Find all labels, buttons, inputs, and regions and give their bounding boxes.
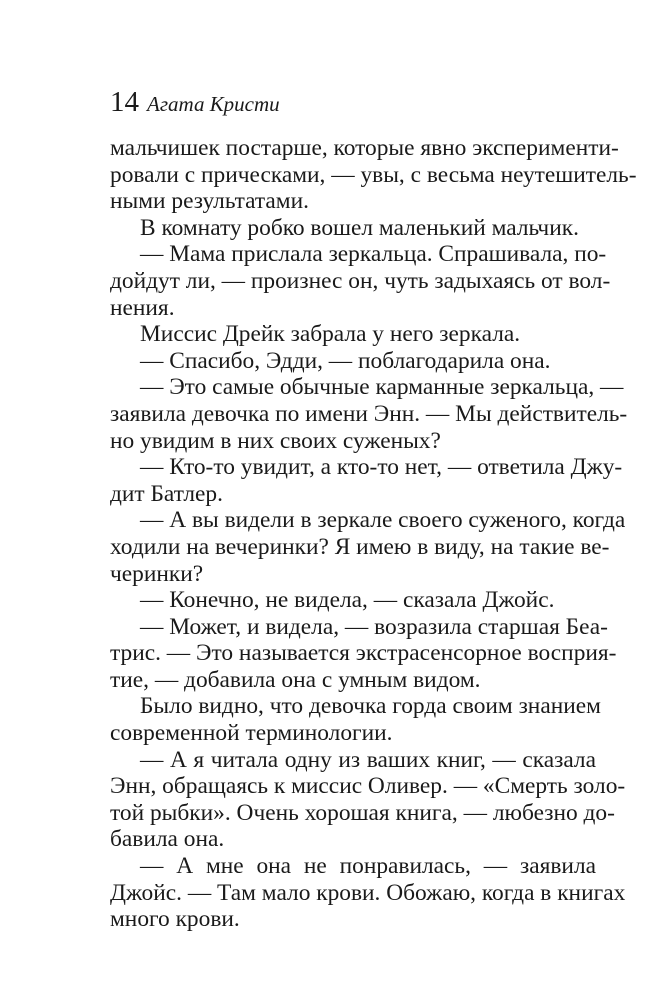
text-line: дойдут ли, — произнес он, чуть задыхаясь от вол- (110, 267, 611, 294)
running-title: Агата Кристи (147, 92, 280, 116)
text-line: современной терминологии. (110, 720, 393, 747)
text-line: — Это самые обычные карманные зеркальца, — (140, 374, 624, 401)
text-line: трис. — Это называется экстрасенсорное восприя- (110, 640, 617, 667)
text-line: — А я читала одну из ваших книг, — сказала (140, 746, 596, 773)
text-line: нения. (110, 294, 175, 321)
text-line: тие, — добавила она с умным видом. (110, 666, 481, 693)
text-line: но увидим в них своих суженых? (110, 427, 441, 454)
text-line: ными результатами. (110, 188, 309, 215)
text-line: — Конечно, не видела, — сказала Джойс. (140, 587, 555, 614)
text-line: Было видно, что девочка горда своим знанием (140, 693, 601, 720)
text-line: мальчишек постарше, которые явно эксперименти- (110, 135, 619, 161)
text-line: черинки? (110, 560, 204, 587)
text-line: заявила девочка по имени Энн. — Мы действитель- (110, 400, 628, 427)
text-line: много крови. (110, 906, 240, 933)
running-head (110, 84, 280, 125)
text-line: В комнату робко вошел маленький мальчик. (140, 214, 579, 241)
text-line: — А мне она не понравилась, — заявила (140, 853, 596, 880)
text-line: ровали с прическами, — увы, с весьма неутешитель- (110, 161, 637, 188)
text-line: дит Батлер. (110, 480, 223, 507)
text-line: — Может, и видела, — возразила старшая Беа- (140, 613, 608, 640)
text-line: Миссис Дрейк забрала у него зеркала. (140, 321, 521, 348)
text-line: бавила она. (110, 826, 225, 853)
text-line: той рыбки». Очень хорошая книга, — любезно до- (110, 799, 615, 826)
text-line: ходили на вечеринки? Я имею в виду, на такие ве- (110, 533, 610, 560)
body-text (110, 135, 637, 933)
text-line: — Мама прислала зеркальца. Спрашивала, по- (140, 241, 607, 268)
text-line: Джойс. — Там мало крови. Обожаю, когда в книгах (110, 879, 626, 906)
page-number: 14 (110, 86, 139, 118)
text-line: — А вы видели в зеркале своего суженого, когда (140, 507, 626, 534)
text-line: — Спасибо, Эдди, — поблагодарила она. (140, 347, 551, 374)
text-line: — Кто-то увидит, а кто-то нет, — ответила Джу- (140, 454, 623, 481)
text-line: Энн, обращаясь к миссис Оливер. — «Смерть золо- (110, 773, 626, 800)
